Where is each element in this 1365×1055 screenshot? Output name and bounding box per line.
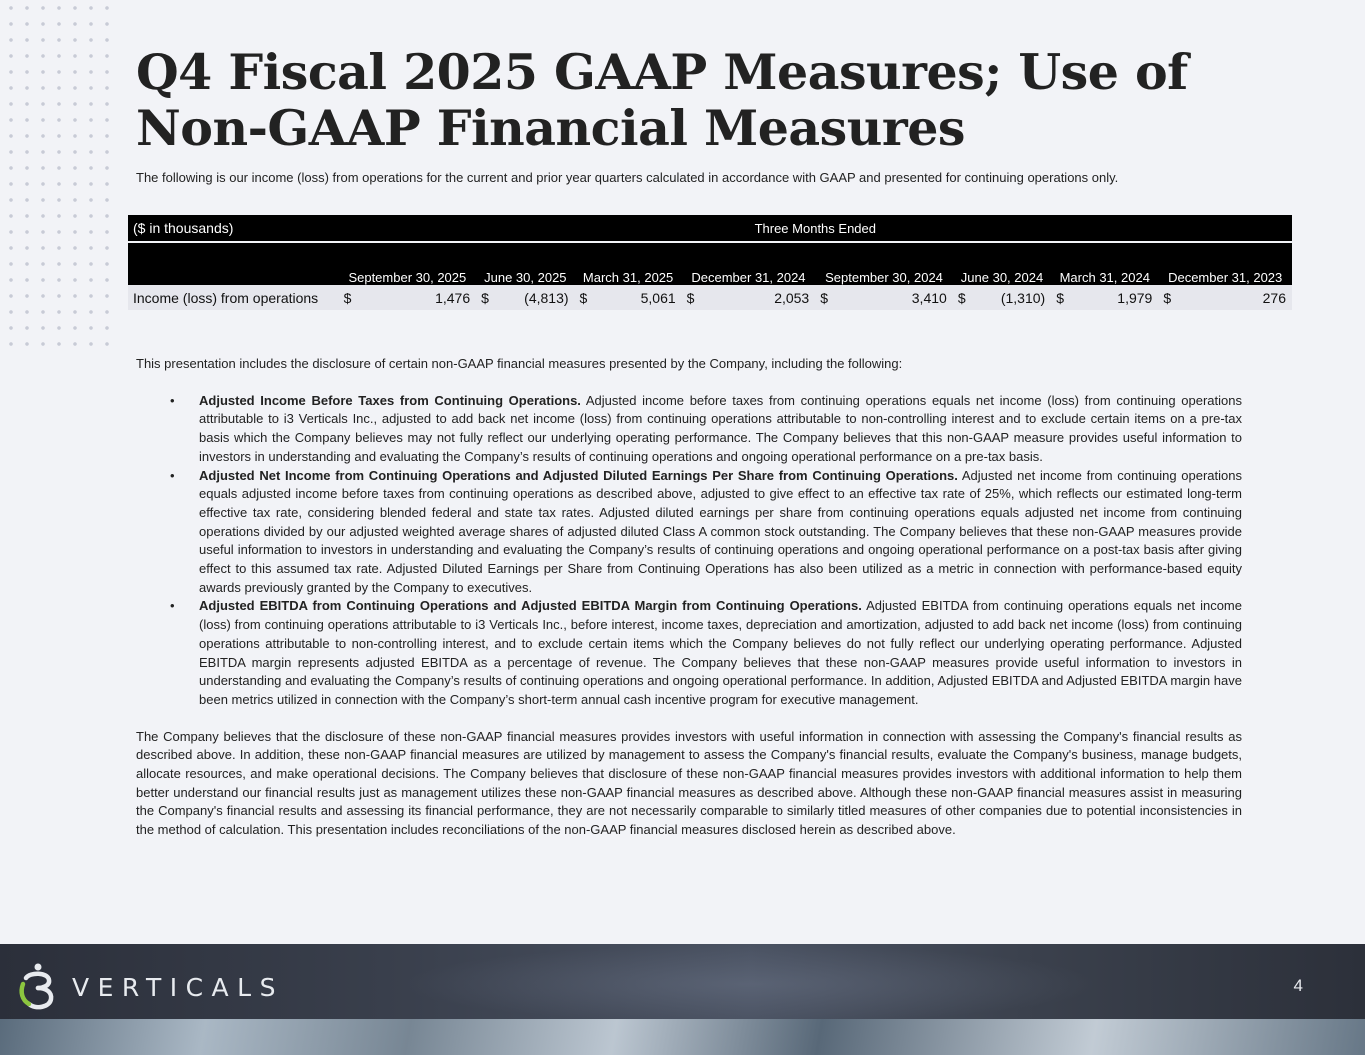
footer-glow <box>400 944 1100 1024</box>
currency-symbol: $ <box>815 285 831 310</box>
table-cell: (1,310) <box>969 285 1051 310</box>
currency-symbol: $ <box>575 285 591 310</box>
table-caption: The following is our income (loss) from operations for the current and prior year quarters calculated in accordance with GAAP and presented for continuing operations only. <box>136 170 1119 185</box>
currency-symbol: $ <box>1158 285 1174 310</box>
list-item-text: Adjusted net income from continuing operations equals adjusted income before taxes from continuing operations as described above, adjusted to give effect to an effective tax rate of 25%, which reflects our estimated long-term effective tax rate, considering blended federal and state tax rates. Adjusted diluted earnings per share from continuing operations equals adjusted net income from continuing operations divided by our adjusted weighted average shares of adjusted diluted Class A common stock outstanding. The Company believes that these non-GAAP measures provide useful information to investors in understanding and evaluating the Company’s results of continuing operations and ongoing operational performance on a post-tax basis after giving effect to this assumed tax rate. Adjusted Diluted Earnings per Share from Continuing Operations has also been utilized as a metric in connection with performance-based equity awards previously granted by the Company to executives. <box>199 467 1242 595</box>
column-header: June 30, 2025 <box>476 242 574 285</box>
currency-symbol: $ <box>682 285 698 310</box>
table-cell: 1,979 <box>1067 285 1158 310</box>
footer-background-image <box>0 1019 1365 1055</box>
column-header: March 31, 2024 <box>1051 242 1158 285</box>
disclosure-body <box>136 355 1242 840</box>
list-item-heading: Adjusted Net Income from Continuing Operations and Adjusted Diluted Earnings Per Share from Continuing Operations. <box>199 467 958 483</box>
table-header-row-2 <box>128 242 1292 285</box>
bullet-glyph: • <box>170 392 175 408</box>
table-cell: 5,061 <box>591 285 682 310</box>
table-cell: 3,410 <box>831 285 953 310</box>
column-header: December 31, 2024 <box>682 242 816 285</box>
i3-logo-mark-icon <box>18 962 62 1012</box>
footer-banner <box>0 944 1365 1055</box>
income-table <box>128 215 1292 310</box>
table-cell: (4,813) <box>492 285 574 310</box>
column-header: December 31, 2023 <box>1158 242 1292 285</box>
list-item <box>136 597 1242 709</box>
list-item <box>136 392 1242 467</box>
column-header: September 30, 2025 <box>339 242 477 285</box>
currency-symbol: $ <box>1051 285 1067 310</box>
currency-symbol: $ <box>339 285 355 310</box>
list-item-heading: Adjusted EBITDA from Continuing Operations and Adjusted EBITDA Margin from Continuing Operations. <box>199 598 862 614</box>
title-line-1: Q4 Fiscal 2025 GAAP Measures; Use of <box>136 43 1188 101</box>
units-label: ($ in thousands) <box>128 215 339 242</box>
closing-paragraph: The Company believes that the disclosure of these non-GAAP financial measures provides investors with useful information in connection with assessing the Company's financial results as described above. In addition, these non-GAAP financial measures are utilized by management to assess the Company's financial results, evaluate the Company's business, manage budgets, allocate resources, and make operational decisions. The Company believes that disclosure of these non-GAAP financial measures provides investors with additional information to help them better understand our financial results just as management utilizes these non-GAAP financial measures as described above. Although these non-GAAP financial measures assist in measuring the Company's financial results and assessing its financial performance, they are not necessarily comparable to similarly titled measures of other companies due to potential inconsistencies in the method of calculation. This presentation includes reconciliations of the non-GAAP financial measures disclosed herein as described above. <box>136 728 1242 838</box>
page-title <box>136 44 1236 156</box>
table-cell: 2,053 <box>698 285 816 310</box>
table-row <box>128 285 1292 310</box>
table-cell: 276 <box>1174 285 1292 310</box>
list-item-text: Adjusted income before taxes from continuing operations equals net income (loss) from continuing operations attributable to i3 Verticals Inc., adjusted to add back net income (loss) from continuing operations attributable to non-controlling interest and to exclude certain items on a pre-tax basis which the Company believes may not fully reflect our underlying operating performance. The Company believes that this non-GAAP measure provides useful information to investors in understanding and evaluating the Company’s results of continuing operations and ongoing operational performance on a pre-tax basis. <box>199 392 1242 464</box>
list-item <box>136 467 1242 598</box>
table-cell: 1,476 <box>355 285 477 310</box>
column-header: March 31, 2025 <box>575 242 682 285</box>
logo-wordmark: VERTICALS <box>72 972 284 1002</box>
page-number: 4 <box>1293 976 1303 995</box>
measure-list <box>136 392 1242 710</box>
table-header-row-1 <box>128 215 1292 242</box>
currency-symbol: $ <box>953 285 969 310</box>
period-span-label: Three Months Ended <box>339 215 1292 242</box>
bullet-glyph: • <box>170 467 175 483</box>
list-item-heading: Adjusted Income Before Taxes from Continuing Operations. <box>199 392 581 408</box>
column-header: June 30, 2024 <box>953 242 1051 285</box>
company-logo <box>18 962 284 1012</box>
decorative-dot-grid <box>0 0 110 350</box>
title-line-2: Non-GAAP Financial Measures <box>136 99 965 157</box>
column-header: September 30, 2024 <box>815 242 953 285</box>
intro-paragraph: This presentation includes the disclosure of certain non-GAAP financial measures presented by the Company, including the following: <box>136 356 903 371</box>
row-label: Income (loss) from operations <box>128 285 339 310</box>
list-item-text: Adjusted EBITDA from continuing operations equals net income (loss) from continuing operations attributable to i3 Verticals Inc., before interest, income taxes, depreciation and amortization, adjusted to add back net income (loss) from continuing operations attributable to non-controlling interest, and to exclude certain items which the Company believes do not fully reflect our underlying operating performance. Adjusted EBITDA margin represents adjusted EBITDA as a percentage of revenue. The Company believes that these non-GAAP measures provide useful information to investors in understanding and evaluating the Company’s results of continuing operations and ongoing operational performance. In addition, Adjusted EBITDA and Adjusted EBITDA margin have been metrics utilized in connection with the Company’s short-term annual cash incentive program for executive management. <box>199 598 1242 707</box>
header-blank <box>128 242 339 285</box>
bullet-glyph: • <box>170 598 175 614</box>
currency-symbol: $ <box>476 285 492 310</box>
